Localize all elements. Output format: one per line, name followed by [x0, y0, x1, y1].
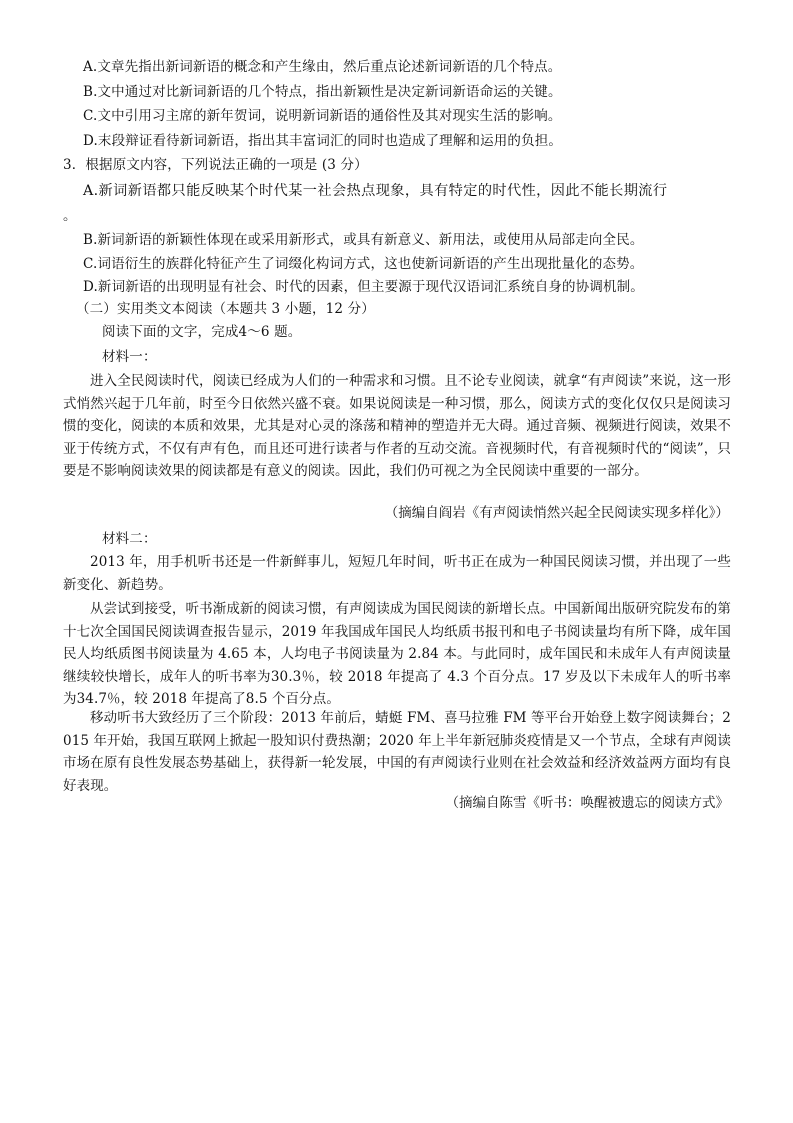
material2-paragraph-2: 从尝试到接受，听书渐成新的阅读习惯，有声阅读成为国民阅读的新增长点。中国新闻出版研究院发布的第十七次全国国民阅读调查报告显示，2019 年我国成年国民人均纸质书报刊和电子书阅读量均有所下降，成年国民人均纸质图书阅读量为 4.65 本，人均电子书阅读量为 2.84 本。与此同时，成年国民和未成年人有声阅读量继续较快增长，成年人的听书率为30.3％，较 2018 年提高了 4.3 个百分点。17 岁及以下未成年人的听书率为34.7％，较 2018 年提高了8.5 个百分点。 [63, 601, 731, 707]
material1-body: 进入全民阅读时代，阅读已经成为人们的一种需求和习惯。且不论专业阅读，就拿“有声阅读”来说，这一形式悄然兴起于几年前，时至今日依然兴盛不衰。如果说阅读是一种习惯，那么，阅读方式的变化仅仅只是阅读习惯的变化，阅读的本质和效果，尤其是对心灵的涤荡和精神的塑造并无大碍。通过音频、视频进行阅读，效果不亚于传统方式，不仅有声有色，而且还可进行读者与作者的互动交流。音视频时代，有音视频时代的“阅读”，只要是不影响阅读效果的阅读都是有意义的阅读。因此，我们仍可视之为全民阅读中重要的一部分。 [63, 373, 731, 479]
q3-option-c: C.词语衍生的族群化特征产生了词缀化构词方式，这也使新词新语的产生出现批量化的态势。 [83, 256, 644, 272]
q2-option-d: D.末段辩证看待新词新语，指出其丰富词汇的同时也造成了理解和运用的负担。 [83, 133, 563, 149]
material2-label: 材料二： [102, 531, 157, 547]
q3-option-b: B.新词新语的新颖性体现在或采用新形式，或具有新意义、新用法，或使用从局部走向全民。 [83, 232, 644, 248]
q3-option-d: D.新词新语的出现明显有社会、时代的因素，但主要源于现代汉语词汇系统自身的协调机制。 [83, 279, 644, 295]
q2-option-a: A.文章先指出新词新语的概念和产生缘由，然后重点论述新词新语的几个特点。 [83, 59, 562, 75]
material2-paragraph-1: 2013 年，用手机听书还是一件新鲜事儿，短短几年时间，听书正在成为一种国民阅读习惯，并出现了一些新变化、新趋势。 [63, 554, 731, 593]
material1-source: （摘编自阎岩《有声阅读悄然兴起全民阅读实现多样化》） [384, 505, 729, 521]
q3-stem: 3．根据原文内容，下列说法正确的一项是 (3 分） [63, 157, 368, 173]
q2-option-c: C.文中引用习主席的新年贺词，说明新词新语的通俗性及其对现实生活的影响。 [83, 108, 562, 124]
section-heading: （二）实用类文本阅读（本题共 3 小题，12 分） [76, 301, 375, 317]
q3-option-a-tail: 。 [63, 208, 77, 224]
material2-source: （摘编自陈雪《听书：唤醒被遗忘的阅读方式》 [445, 795, 729, 811]
material2-paragraph-3: 移动听书大致经历了三个阶段：2013 年前后，蜻蜓 FM、喜马拉雅 FM 等平台开始登上数字阅读舞台；2015 年开始，我国互联网上掀起一股知识付费热潮；2020 年上半年新冠肺炎疫情是又一个节点，全球有声阅读市场在原有良性发展态势基础上，获得新一轮发展，中国的有声阅读行业则在社会效益和经济效益两方面均有良好表现。 [63, 710, 732, 794]
q2-option-b: B.文中通过对比新词新语的几个特点，指出新颖性是决定新词新语命运的关键。 [83, 84, 562, 100]
section-instruction: 阅读下面的文字，完成4～6 题。 [102, 324, 302, 340]
q3-option-a: A.新词新语都只能反映某个时代某一社会热点现象，具有特定的时代性，因此不能长期流行 [83, 183, 668, 199]
material1-label: 材料一： [102, 349, 157, 365]
